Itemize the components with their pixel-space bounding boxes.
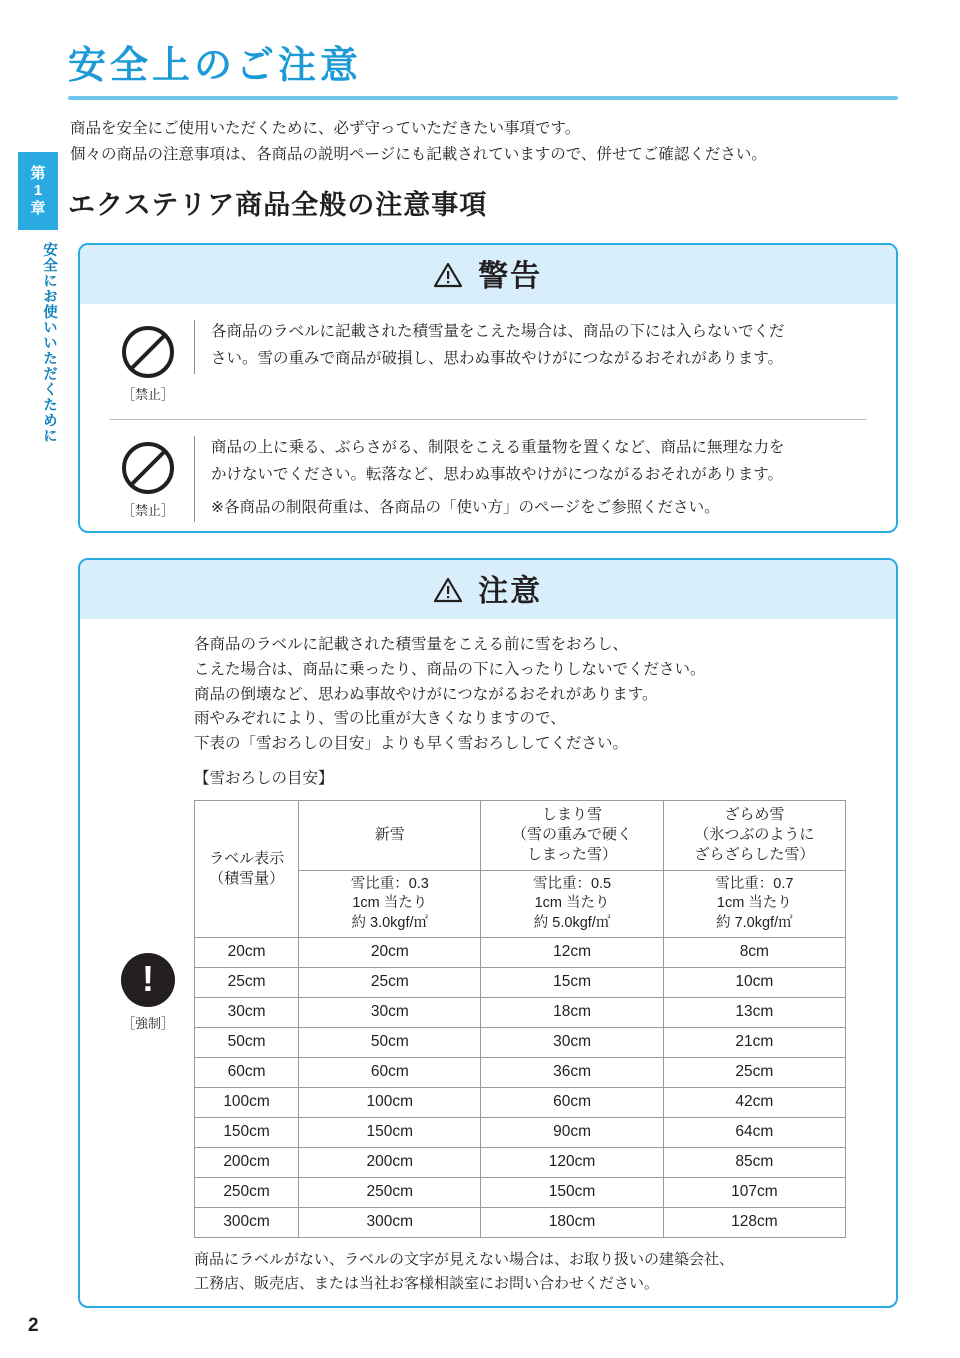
row-4-col-0: 60cm [195,1058,299,1088]
row-3-col-3: 21cm [663,1028,845,1058]
row-9-col-2: 180cm [481,1208,663,1238]
row-9-col-0: 300cm [195,1208,299,1238]
snow-table-label: 【雪おろしの目安】 [194,769,334,787]
snow-col-2-name [481,800,663,870]
warning-heading-label: 警告 [478,260,543,293]
snow-col-3-name [663,800,845,870]
warning-item-1-line-2: さい。雪の重みで商品が破損し、思わぬ事故やけがにつながるおそれがあります。 [211,349,783,367]
row-0-col-1: 20cm [299,938,481,968]
snow-col-1-density [299,870,481,938]
page-number: 2 [28,1315,39,1336]
caution-line-4: 雨やみぞれにより、雪の比重が大きくなりますので、 [194,710,566,728]
row-8-col-2: 150cm [481,1178,663,1208]
table-row [195,1178,846,1208]
table-row [195,1208,846,1238]
row-9-col-1: 300cm [299,1208,481,1238]
row-0-col-0: 20cm [195,938,299,968]
warning-item-2-line-2: かけないでください。転落など、思わぬ事故やけがにつながるおそれがあります。 [211,465,783,483]
chapter-badge [18,152,58,230]
chapter-vertical-title: 安全にお使いいただくために [41,242,57,444]
snow-col-2-name-line-2: （雪の重みで硬く [512,826,633,844]
row-3-col-2: 30cm [481,1028,663,1058]
row-1-col-3: 10cm [663,968,845,998]
caution-heading-label: 注意 [478,575,543,608]
row-7-col-1: 200cm [299,1148,481,1178]
chapter-side-tab [18,152,58,532]
table-row [195,938,846,968]
snow-col-3-name-line-2: （氷つぶのように [694,826,815,844]
chapter-badge-line2: 1 [33,182,43,200]
snow-col-1-name-line-1: 新雪 [374,826,405,844]
table-row [195,1118,846,1148]
snow-col-3-density-line-3: 約 7.0kgf/㎡ [716,914,793,931]
snow-table-label-header [195,800,299,937]
table-row [195,998,846,1028]
row-4-col-2: 36cm [481,1058,663,1088]
snow-col-1-density-line-1: 雪比重：0.3 [350,875,429,892]
snow-col-3-density-line-2: 1cm 当たり [716,895,792,912]
row-5-col-3: 42cm [663,1088,845,1118]
snow-col-2-density-line-2: 1cm 当たり [534,895,610,912]
row-6-col-3: 64cm [663,1118,845,1148]
warning-triangle-icon [434,577,462,611]
snow-col-3-name-line-1: ざらめ雪 [724,805,785,823]
warning-item-2-line-1: 商品の上に乗る、ぶらさがる、制限をこえる重量物を置くなど、商品に無理な力を [211,439,785,456]
row-5-col-0: 100cm [195,1088,299,1118]
snow-col-2-density [481,870,663,938]
prohibition-icon [122,442,174,494]
warning-item-1-line-1: 各商品のラベルに記載された積雪量をこえた場合は、商品の下には入らないでくだ [211,323,785,340]
caution-footnote [194,1248,874,1296]
row-1-col-0: 25cm [195,968,299,998]
row-3-col-1: 50cm [299,1028,481,1058]
row-7-col-2: 120cm [481,1148,663,1178]
warning-item-1-icon-caption: ［禁止］ [121,387,174,402]
caution-body [80,619,896,1296]
lead-line-1: 商品を安全にご使用いただくために、必ず守っていただきたい事項です。 [70,120,581,137]
title-divider [68,96,898,100]
warning-item-1-text [194,320,874,374]
warning-heading [80,245,896,304]
snow-col-1-density-line-2: 1cm 当たり [352,895,428,912]
snow-table-label-line-1: ラベル表示 [209,849,285,867]
row-1-col-2: 15cm [481,968,663,998]
row-4-col-1: 60cm [299,1058,481,1088]
row-1-col-1: 25cm [299,968,481,998]
section-title: エクステリア商品全般の注意事項 [68,190,488,220]
row-8-col-1: 250cm [299,1178,481,1208]
row-6-col-0: 150cm [195,1118,299,1148]
page-title: 安全上のご注意 [68,45,363,87]
snow-col-2-density-line-1: 雪比重：0.5 [532,875,612,892]
mandatory-icon: ! [121,953,175,1007]
warning-box [78,243,898,533]
row-0-col-2: 12cm [481,938,663,968]
warning-item-2 [80,420,896,532]
row-2-col-3: 13cm [663,998,845,1028]
warning-item-2-icon-caption: ［禁止］ [121,503,174,518]
caution-heading [80,560,896,619]
row-6-col-2: 90cm [481,1118,663,1148]
caution-line-1: 各商品のラベルに記載された積雪量をこえる前に雪をおろし、 [194,636,629,653]
row-8-col-3: 107cm [663,1178,845,1208]
row-9-col-3: 128cm [663,1208,845,1238]
row-3-col-0: 50cm [195,1028,299,1058]
caution-icon-caption: ［強制］ [121,1016,174,1031]
caution-text [194,633,874,1296]
table-row [195,1058,846,1088]
snow-table-label-line-2: （積雪量） [209,870,285,887]
row-4-col-3: 25cm [663,1058,845,1088]
chapter-badge-line3: 章 [30,199,46,217]
warning-triangle-icon [434,262,462,296]
snow-col-1-name [299,800,481,870]
warning-item-2-text [194,436,874,522]
snow-table-header-row-name [195,800,846,870]
row-5-col-1: 100cm [299,1088,481,1118]
row-5-col-2: 60cm [481,1088,663,1118]
row-2-col-2: 18cm [481,998,663,1028]
lead-line-2: 個々の商品の注意事項は、各商品の説明ページにも記載されていますので、併せてご確認ください。 [70,145,767,163]
row-2-col-1: 30cm [299,998,481,1028]
snow-col-3-name-line-3: ざらざらした雪） [694,846,815,864]
caution-line-2: こえた場合は、商品に乗ったり、商品の下に入ったりしないでください。 [194,660,706,678]
row-2-col-0: 30cm [195,998,299,1028]
lead-text [70,116,900,167]
row-7-col-0: 200cm [195,1148,299,1178]
warning-item-2-line-3: ※各商品の制限荷重は、各商品の「使い方」のページをご参照ください。 [211,498,720,516]
caution-icon-col [102,633,194,1296]
warning-item-1-icon-col [102,320,194,403]
snow-removal-table [194,800,846,1238]
row-6-col-1: 150cm [299,1118,481,1148]
row-0-col-3: 8cm [663,938,845,968]
snow-col-2-name-line-3: しまった雪） [527,846,618,864]
table-row [195,1148,846,1178]
snow-col-2-name-line-1: しまり雪 [542,805,603,823]
snow-col-3-density-line-1: 雪比重：0.7 [715,875,794,892]
prohibition-icon [122,326,174,378]
row-8-col-0: 250cm [195,1178,299,1208]
row-7-col-3: 85cm [663,1148,845,1178]
caution-line-5: 下表の「雪おろしの目安」よりも早く雪おろししてください。 [194,735,629,753]
caution-box [78,558,898,1308]
caution-footnote-line-2: 工務店、販売店、または当社お客様相談室にお問い合わせください。 [194,1275,660,1293]
table-row [195,1028,846,1058]
table-row [195,1088,846,1118]
table-row [195,968,846,998]
caution-footnote-line-1: 商品にラベルがない、ラベルの文字が見えない場合は、お取り扱いの建築会社、 [194,1251,735,1269]
snow-col-3-density [663,870,845,938]
warning-item-2-icon-col [102,436,194,519]
snow-col-1-density-line-3: 約 3.0kgf/㎡ [351,914,429,931]
chapter-badge-line1: 第 [30,165,46,183]
snow-col-2-density-line-3: 約 5.0kgf/㎡ [533,914,611,931]
caution-line-3: 商品の倒壊など、思わぬ事故やけがにつながるおそれがあります。 [194,685,658,703]
warning-item-1 [80,304,896,413]
